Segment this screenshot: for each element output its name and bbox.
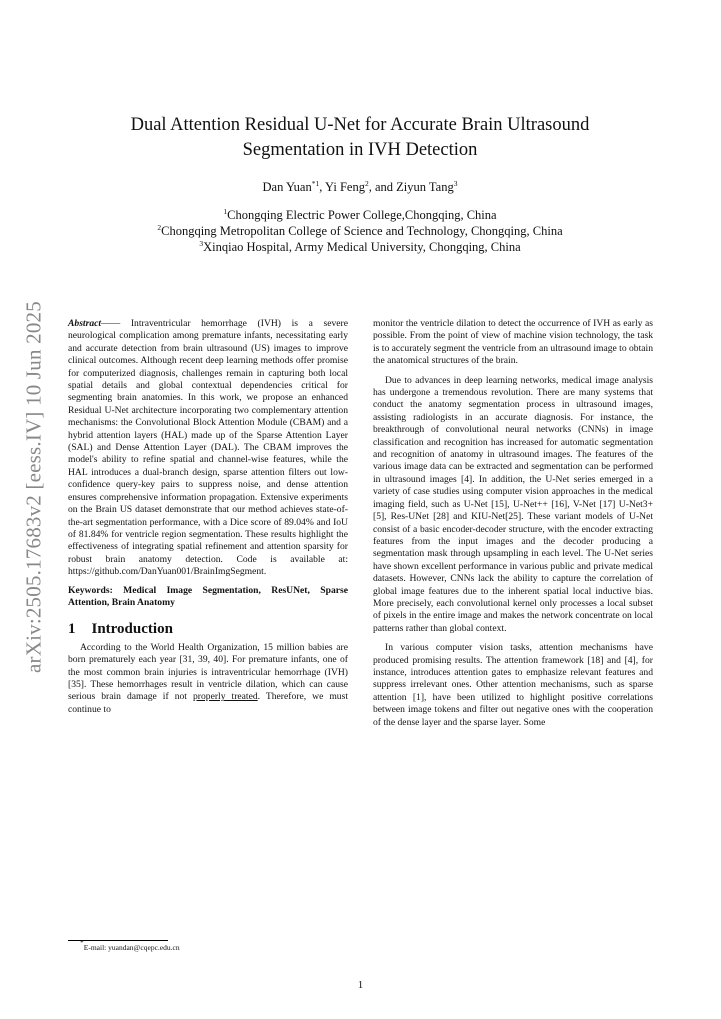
author-1: Dan Yuan <box>262 180 312 194</box>
section-title: Introduction <box>91 621 173 638</box>
intro-paragraph-3: In various computer vision tasks, attention mechanisms have produced promising results. The attention framework [18] and [4], for instance, introduces attention gates to emphasize relevant features and suppress irrelevant ones. Other attention mechanisms, such as sparse attention [1], have been utilized to highlight positive correlations between image tokens and filter out negative ones with the cooperation of the dense layer and the sparse layer. Some <box>373 642 653 728</box>
affiliations <box>60 207 660 255</box>
intro-paragraph-1-continued: monitor the ventricle dilation to detect the occurrence of IVH as early as possible. From the point of view of machine vision technology, the task is to accurately segment the ventricle from an ultrasound image to obtain the anatomical structures of the brain. <box>373 318 653 367</box>
footnote <box>80 938 180 953</box>
title-line-1: Dual Attention Residual U-Net for Accurate Brain Ultrasound <box>130 115 590 135</box>
footnote-text: E-mail: yuandan@cqepc.edu.cn <box>83 943 180 952</box>
abstract-dash: —— <box>101 318 121 329</box>
author-3: , and Ziyun Tang <box>368 180 454 194</box>
author-2: , Yi Feng <box>319 180 365 194</box>
intro-paragraph-1 <box>68 642 348 716</box>
keywords-label: Keywords <box>68 584 110 596</box>
abstract-text: Intraventricular hemorrhage (IVH) is a severe neurological complication among premature infants, necessitating early and accurate detection from brain ultrasound (US) images to improve clinical outcomes. Although recent deep learning methods offer promise for computerized diagnosis, challenges remain in capturing both local spatial details and global contextual dependencies critical for segmenting brain anatomies. In this work, we propose an enhanced Residual U-Net architecture incorporating two complementary attention mechanisms: the Convolutional Block Attention Module (CBAM) and a hybrid attention layers (HAL) made up of the Sparse Attention Layer (SAL) and Dense Attention Layer (DAL). The CBAM improves the model's ability to refine spatial and channel-wise features, while the HAL introduces a dual-branch design, sparse attention filters out low-confidence query-key pairs to suppress noise, and dense attention ensures comprehensive information propagation. Extensive experiments on the Brain US dataset demonstrate that our method achieves state-of-the-art segmentation performance, with a Dice score of 89.04% and IoU of 81.84% for ventricle region segmentation. These results highlight the effectiveness of integrating spatial refinement and attention sparsity for robust brain anatomy detection. Code is available at: https://github.com/DanYuan001/BrainImgSegment. <box>68 318 348 578</box>
affiliation-1-mark: 1 <box>223 207 228 216</box>
abstract-label: Abstract <box>68 318 102 329</box>
author-1-mark: *1 <box>311 179 320 188</box>
author-3-mark: 3 <box>453 179 458 188</box>
affiliation-3 <box>60 239 660 255</box>
intro-paragraph-1-tail: . Therefore, we must continue to <box>68 691 349 715</box>
left-column <box>68 318 348 716</box>
keywords-text: : Medical Image Segmentation, ResUNet, Sparse Attention, Brain Anatomy <box>68 584 348 608</box>
author-list <box>60 178 660 196</box>
abstract <box>68 318 348 579</box>
affiliation-2-text: Chongqing Metropolitan College of Science and Technology, Chongqing, China <box>161 224 563 238</box>
page-number: 1 <box>357 979 364 991</box>
arxiv-identifier <box>18 293 50 673</box>
right-column <box>373 318 653 729</box>
paper-title <box>60 113 660 163</box>
intro-paragraph-2: Due to advances in deep learning networks, medical image analysis has undergone a tremendous revolution. There are many systems that conduct the anatomy segmentation process in ultrasound images, assisting radiologists in an accurate diagnosis. For instance, the breakthrough of convolutional neural networks (CNNs) in image classification and recognition has increased for automatic segmentation and recognition of anatomy in ultrasound images. The features of the various image data can be extracted and segmentation can be performed in ultrasound images [4]. In addition, the U-Net series emerged in a variety of case studies using computer vision approaches in the medical imaging field, such as U-Net [15], U-Net++ [16], V-Net [17] U-Net3+ [5], Res-UNet [28] and KIU-Net[25]. These variant models of U-Net consist of a basic encoder-decoder structure, with the encoder extracting features from the input images and the decoder producing a segmentation mask through upsampling in each level. The U-Net series have shown excellent performance in various public and private medical datasets. However, CNNs lack the ability to capture the correlation of global image features due to the inherent spatial local inductive bias. More precisely, each convolutional kernel only processes a local subset of pixels in the entire image and makes the network concentrate on local patterns rather than global context. <box>373 374 653 634</box>
affiliation-2-mark: 2 <box>157 223 162 232</box>
author-2-mark: 2 <box>364 179 369 188</box>
affiliation-1-text: Chongqing Electric Power College,Chongqing, China <box>227 208 497 222</box>
affiliation-3-text: Xinqiao Hospital, Army Medical University, Chongqing, China <box>203 240 521 254</box>
title-line-2: Segmentation in IVH Detection <box>242 140 478 160</box>
footnote-mark: * <box>80 938 84 947</box>
underlined-phrase: properly treated <box>193 691 258 703</box>
section-heading-introduction <box>68 621 348 638</box>
arxiv-identifier-text: arXiv:2505.17683v2 [eess.IV] 10 Jun 2025 <box>21 301 46 673</box>
keywords <box>68 585 348 610</box>
affiliation-2 <box>60 223 660 239</box>
affiliation-3-mark: 3 <box>199 239 204 248</box>
affiliation-1 <box>60 207 660 223</box>
intro-paragraph-1-text: According to the World Health Organization, 15 million babies are born prematurely each year [31, 39, 40]. For premature infants, one of the most common brain injuries is intraventricular hemorrhage (IVH) [35]. These hemorrhages result in ventricle dilation, which can cause serious brain damage if not <box>68 641 348 703</box>
section-number: 1 <box>68 621 76 638</box>
